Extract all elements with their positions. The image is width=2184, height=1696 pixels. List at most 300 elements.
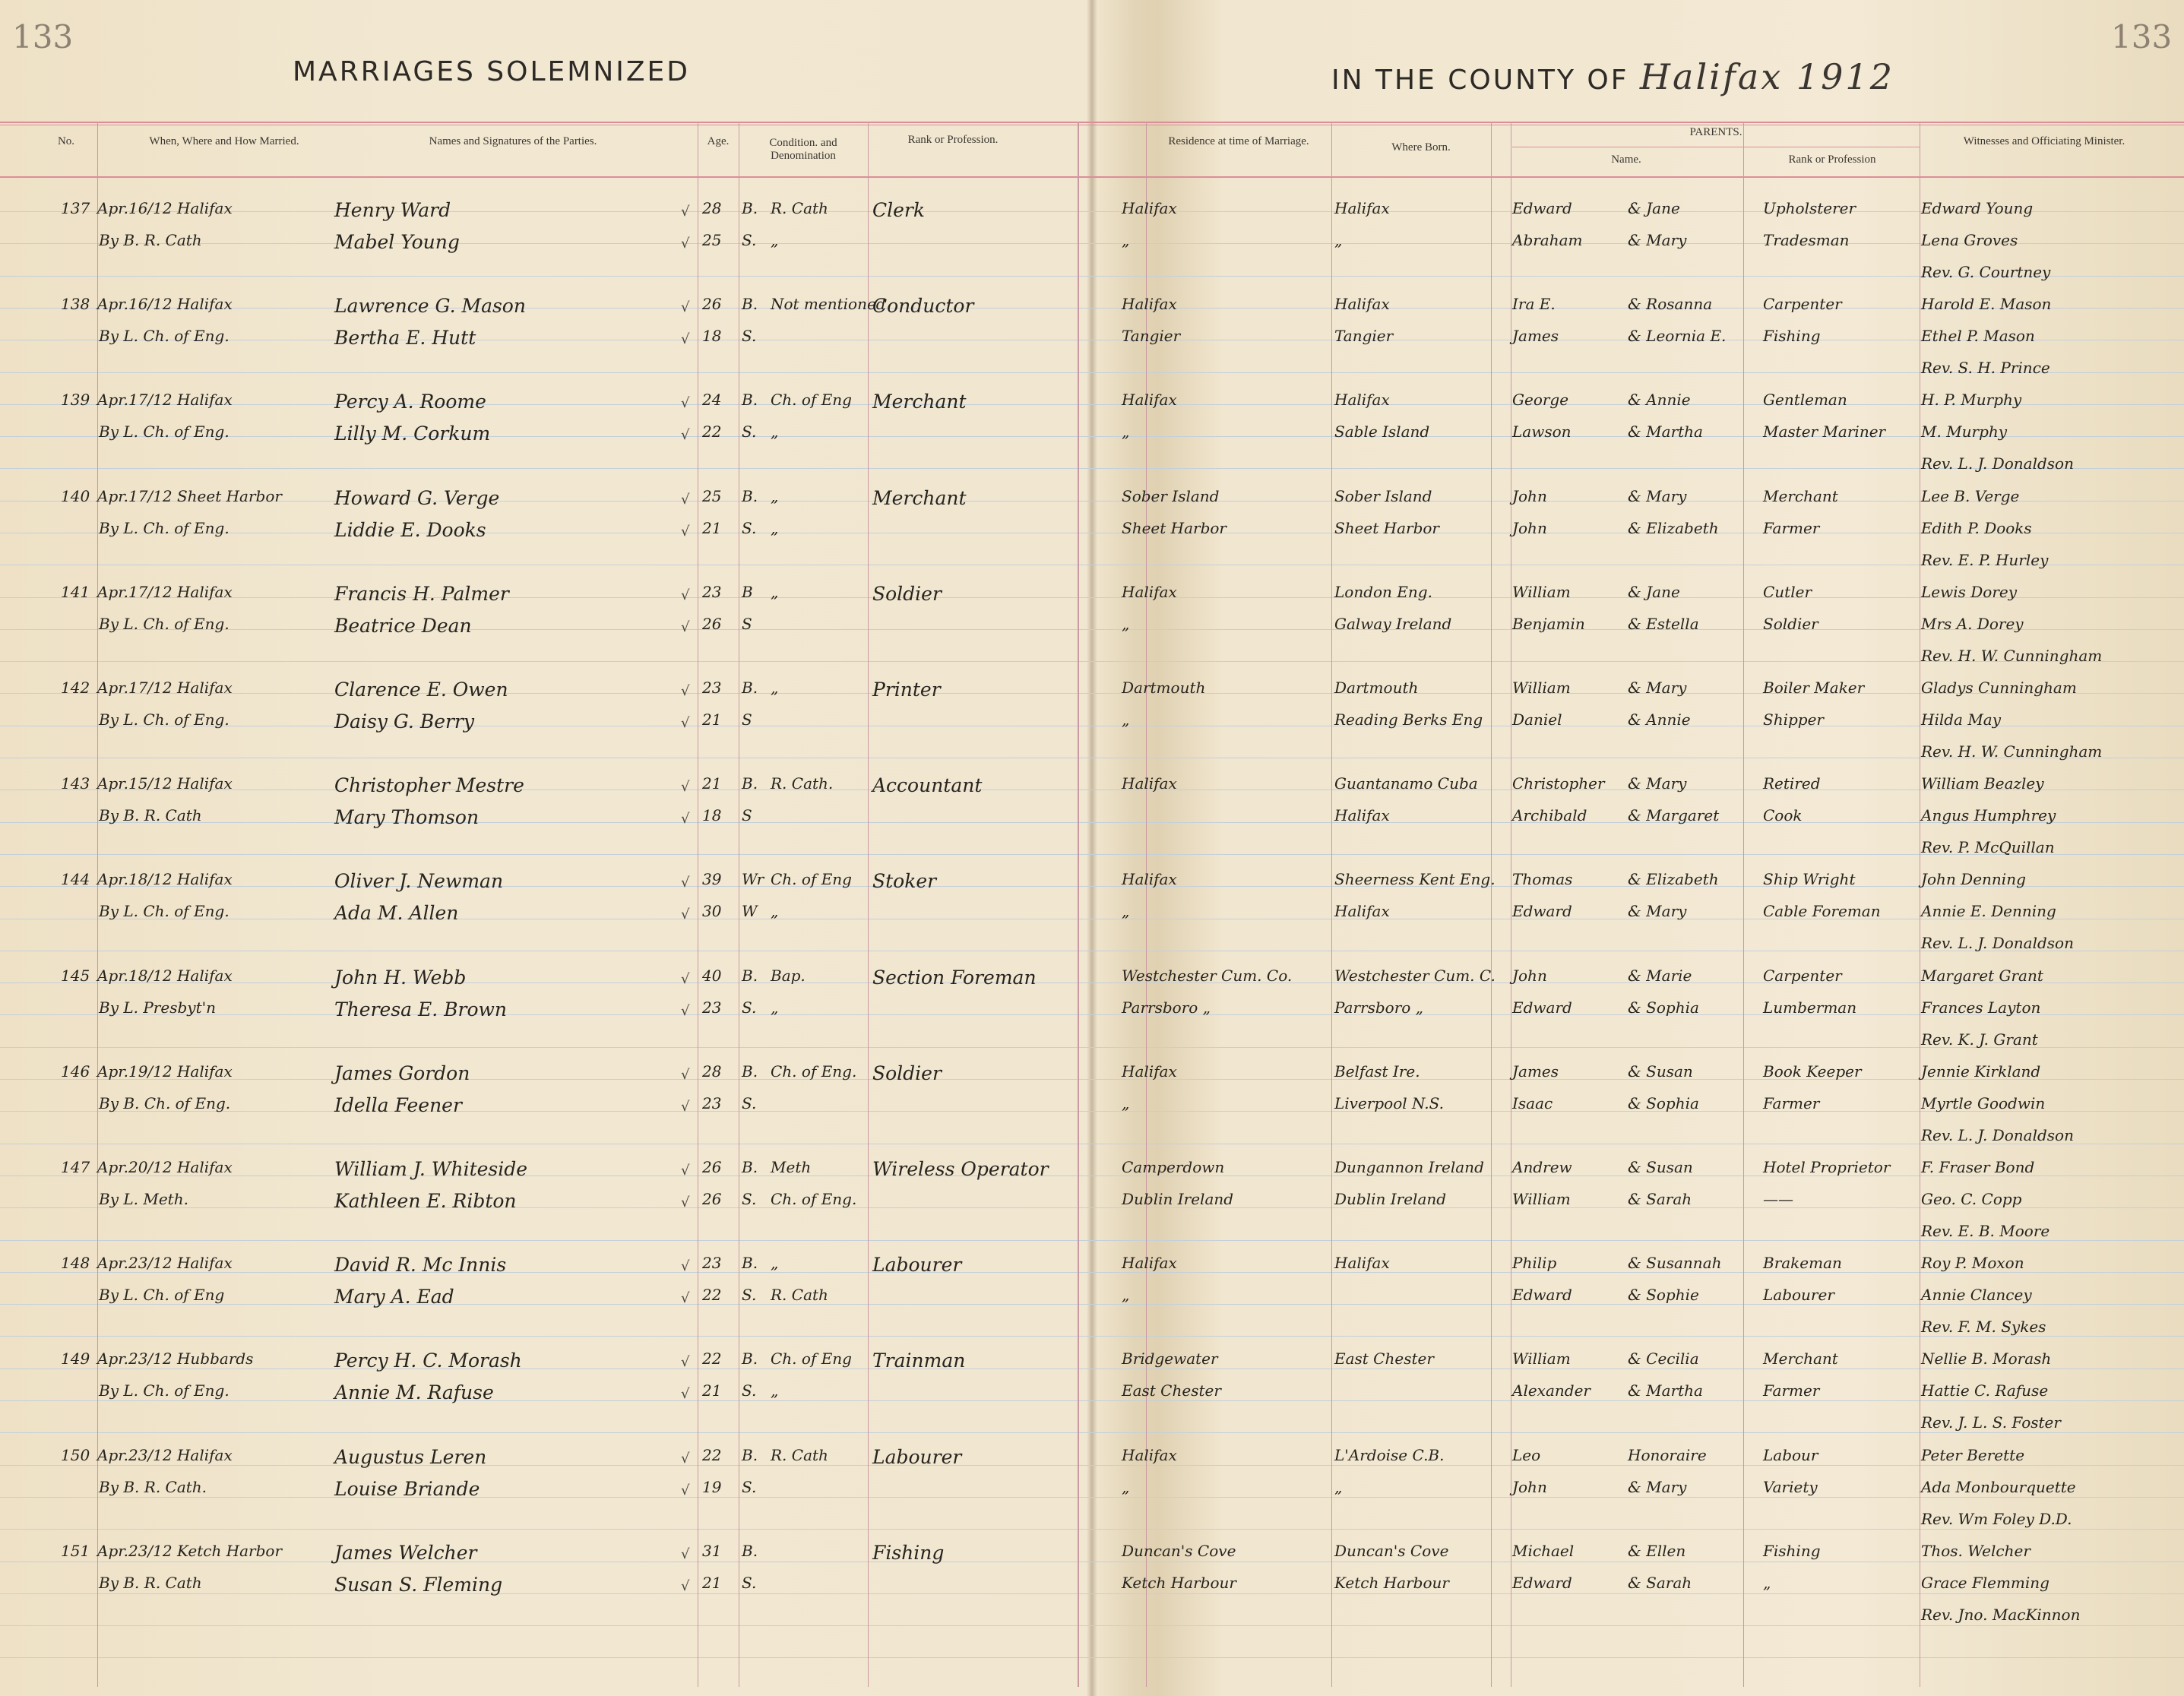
witness-1: Thos. Welcher <box>1921 1541 2030 1560</box>
groom-denomination: R. Cath. <box>771 774 834 793</box>
bride-father-name: John <box>1512 518 1547 537</box>
bride-father-name: James <box>1512 327 1559 346</box>
entry-when: Apr.23/12 Ketch Harbor <box>97 1541 283 1560</box>
groom-mother-name: & Mary <box>1628 774 1687 793</box>
ruled-line <box>0 468 2184 469</box>
entry-when: Apr.16/12 Halifax <box>97 295 233 314</box>
bride-age: 22 <box>702 1286 722 1305</box>
check-mark-icon: √ <box>681 619 690 635</box>
check-mark-icon: √ <box>681 491 690 508</box>
groom-parent-profession: Brakeman <box>1763 1254 1842 1273</box>
groom-birthplace: Dartmouth <box>1334 679 1419 697</box>
officiating-minister: Rev. E. B. Moore <box>1921 1222 2050 1240</box>
bride-age: 22 <box>702 422 722 441</box>
header-witnesses: Witnesses and Officiating Minister. <box>1963 135 2125 147</box>
groom-name: William J. Whiteside <box>334 1158 528 1180</box>
ruled-line <box>0 1432 2184 1433</box>
officiating-minister: Rev. H. W. Cunningham <box>1921 646 2103 665</box>
check-mark-icon: √ <box>681 907 690 923</box>
entry-when: Apr.23/12 Halifax <box>97 1445 233 1464</box>
groom-residence: Halifax <box>1122 870 1177 889</box>
groom-age: 23 <box>702 1254 722 1273</box>
groom-age: 39 <box>702 870 722 889</box>
page-number-right: 133 <box>2111 18 2173 55</box>
check-mark-icon: √ <box>681 299 690 316</box>
officiating-minister: Rev. Wm Foley D.D. <box>1921 1509 2072 1528</box>
groom-condition: B. <box>742 679 758 697</box>
entry-number: 149 <box>61 1350 90 1369</box>
bride-birthplace: Dublin Ireland <box>1334 1190 1447 1208</box>
bride-name: Mabel Young <box>334 231 460 253</box>
bride-residence: „ <box>1122 1477 1130 1496</box>
check-mark-icon: √ <box>681 1066 690 1083</box>
witness-2: Angus Humphrey <box>1921 806 2056 825</box>
witness-1: Jennie Kirkland <box>1921 1062 2041 1081</box>
groom-birthplace: L'Ardoise C.B. <box>1334 1445 1445 1464</box>
groom-father-name: William <box>1512 582 1571 601</box>
ruled-line <box>0 1047 2184 1048</box>
bride-parent-profession: Lumberman <box>1763 998 1857 1017</box>
entry-number: 141 <box>61 582 90 601</box>
bride-parent-profession: Master Mariner <box>1763 422 1886 441</box>
bride-residence: „ <box>1122 710 1130 729</box>
header-age: Age. <box>707 135 730 147</box>
officiating-minister: Rev. S. H. Prince <box>1921 359 2050 378</box>
header-names: Names and Signatures of the Parties. <box>429 135 597 147</box>
groom-name: James Gordon <box>334 1062 470 1084</box>
bride-residence: „ <box>1122 902 1130 921</box>
groom-denomination: „ <box>771 486 779 505</box>
witness-2: M. Murphy <box>1921 422 2008 441</box>
witness-1: William Beazley <box>1921 774 2044 793</box>
groom-condition: B. <box>742 774 758 793</box>
ruled-line <box>0 1111 2184 1112</box>
witness-2: Hilda May <box>1921 710 2002 729</box>
check-mark-icon: √ <box>681 875 690 891</box>
groom-denomination: „ <box>771 582 779 601</box>
groom-birthplace: Sheerness Kent Eng. <box>1334 870 1496 889</box>
groom-age: 23 <box>702 679 722 697</box>
groom-parent-profession: Boiler Maker <box>1763 679 1865 697</box>
groom-mother-name: & Jane <box>1628 199 1680 217</box>
bride-mother-name: & Sarah <box>1628 1190 1692 1208</box>
entry-when: Apr.16/12 Halifax <box>97 199 233 217</box>
entry-number: 148 <box>61 1254 90 1273</box>
groom-father-name: William <box>1512 679 1571 697</box>
entry-when: Apr.18/12 Halifax <box>97 870 233 889</box>
groom-parent-profession: Gentleman <box>1763 391 1847 410</box>
groom-age: 40 <box>702 966 722 985</box>
groom-denomination: „ <box>771 679 779 697</box>
witness-1: Harold E. Mason <box>1921 295 2052 314</box>
check-mark-icon: √ <box>681 236 690 252</box>
groom-residence: Halifax <box>1122 774 1177 793</box>
entry-number: 139 <box>61 391 90 410</box>
witness-2: Ethel P. Mason <box>1921 327 2035 346</box>
bride-father-name: Archibald <box>1512 806 1587 825</box>
bride-name: Liddie E. Dooks <box>334 518 486 541</box>
ruled-line <box>0 597 2184 598</box>
bride-birthplace: Sable Island <box>1334 422 1430 441</box>
header-parents: PARENTS. <box>1689 126 1742 138</box>
groom-profession: Fishing <box>872 1541 945 1564</box>
entry-number: 144 <box>61 870 90 889</box>
bride-father-name: Benjamin <box>1512 614 1585 633</box>
bride-residence: Ketch Harbour <box>1122 1573 1236 1592</box>
officiating-minister: Rev. L. J. Donaldson <box>1921 454 2074 473</box>
groom-denomination: Ch. of Eng <box>771 391 852 410</box>
entry-how: By B. R. Cath <box>99 231 202 249</box>
bride-age: 21 <box>702 710 722 729</box>
ruled-line <box>0 822 2184 823</box>
bride-condition: S. <box>742 518 757 537</box>
groom-birthplace: Guantanamo Cuba <box>1334 774 1478 793</box>
entry-how: By B. Ch. of Eng. <box>99 1093 231 1112</box>
groom-birthplace: East Chester <box>1334 1350 1434 1369</box>
ruled-line <box>0 243 2184 244</box>
bride-condition: S <box>742 614 752 633</box>
groom-residence: Bridgewater <box>1122 1350 1218 1369</box>
bride-residence: East Chester <box>1122 1381 1221 1400</box>
groom-profession: Section Foreman <box>872 966 1037 989</box>
bride-condition: S. <box>742 1190 757 1208</box>
bride-mother-name: & Margaret <box>1628 806 1720 825</box>
groom-mother-name: & Jane <box>1628 582 1680 601</box>
groom-condition: B. <box>742 1541 758 1560</box>
bride-age: 18 <box>702 806 722 825</box>
entry-when: Apr.20/12 Halifax <box>97 1158 233 1176</box>
ruled-line <box>0 661 2184 662</box>
groom-residence: Halifax <box>1122 582 1177 601</box>
groom-age: 28 <box>702 199 722 217</box>
ruled-line <box>0 629 2184 630</box>
bride-father-name: Alexander <box>1512 1381 1591 1400</box>
bride-birthplace: Reading Berks Eng <box>1334 710 1483 729</box>
groom-condition: B. <box>742 1062 758 1081</box>
bride-age: 21 <box>702 518 722 537</box>
header-condition: Condition. and Denomination <box>769 137 837 162</box>
groom-denomination: „ <box>771 1254 779 1273</box>
check-mark-icon: √ <box>681 1163 690 1179</box>
bride-name: Daisy G. Berry <box>334 710 475 733</box>
bride-father-name: Edward <box>1512 1286 1572 1305</box>
groom-name: Oliver J. Newman <box>334 870 504 893</box>
header-parents-rank: Rank or Profession <box>1788 153 1876 166</box>
column-rule <box>1331 122 1332 1687</box>
groom-birthplace: Dungannon Ireland <box>1334 1158 1484 1176</box>
groom-residence: Dartmouth <box>1122 679 1206 697</box>
bride-condition: S. <box>742 327 757 346</box>
bride-age: 25 <box>702 231 722 249</box>
groom-parent-profession: Merchant <box>1763 1350 1838 1369</box>
witness-2: Annie Clancey <box>1921 1286 2032 1305</box>
groom-name: Francis H. Palmer <box>334 582 509 605</box>
bride-name: Lilly M. Corkum <box>334 422 491 445</box>
entry-number: 140 <box>61 486 90 505</box>
bride-age: 21 <box>702 1573 722 1592</box>
groom-name: John H. Webb <box>334 966 467 989</box>
header-rank: Rank or Profession. <box>907 134 999 146</box>
bride-parent-profession: Farmer <box>1763 1381 1820 1400</box>
groom-mother-name: & Mary <box>1628 486 1687 505</box>
bride-age: 30 <box>702 902 722 921</box>
entry-when: Apr.17/12 Sheet Harbor <box>97 486 282 505</box>
bride-parent-profession: Tradesman <box>1763 231 1850 249</box>
bride-denomination: „ <box>771 518 779 537</box>
ruled-line <box>0 886 2184 887</box>
entry-how: By B. R. Cath <box>99 1573 202 1592</box>
officiating-minister: Rev. F. M. Sykes <box>1921 1318 2046 1337</box>
groom-profession: Merchant <box>872 486 967 509</box>
bride-condition: S. <box>742 1573 757 1592</box>
bride-birthplace: „ <box>1334 1477 1343 1496</box>
groom-condition: B. <box>742 199 758 217</box>
bride-residence: Sheet Harbor <box>1122 518 1227 537</box>
bride-father-name: Edward <box>1512 1573 1572 1592</box>
bride-condition: S. <box>742 422 757 441</box>
header-parents-name: Name. <box>1611 153 1641 166</box>
witness-1: Gladys Cunningham <box>1921 679 2077 697</box>
check-mark-icon: √ <box>681 1002 690 1019</box>
check-mark-icon: √ <box>681 1482 690 1498</box>
bride-birthplace: Halifax <box>1334 806 1390 825</box>
witness-2: Mrs A. Dorey <box>1921 614 2024 633</box>
entry-number: 150 <box>61 1445 90 1464</box>
bride-denomination: „ <box>771 231 779 249</box>
bride-mother-name: & Martha <box>1628 1381 1703 1400</box>
bride-residence: „ <box>1122 614 1130 633</box>
bride-parent-profession: Shipper <box>1763 710 1824 729</box>
groom-mother-name: & Marie <box>1628 966 1692 985</box>
groom-denomination: Meth <box>771 1158 812 1176</box>
title-right-text: IN THE COUNTY OF <box>1331 65 1629 96</box>
groom-father-name: Leo <box>1512 1445 1541 1464</box>
groom-residence: Camperdown <box>1122 1158 1225 1176</box>
witness-2: Lena Groves <box>1921 231 2018 249</box>
groom-profession: Labourer <box>872 1254 962 1277</box>
bride-name: Susan S. Fleming <box>334 1573 503 1596</box>
groom-age: 21 <box>702 774 722 793</box>
entry-how: By L. Ch. of Eng. <box>99 710 229 729</box>
groom-mother-name: & Mary <box>1628 679 1687 697</box>
entry-how: By L. Ch. of Eng. <box>99 518 229 537</box>
groom-profession: Trainman <box>872 1350 966 1372</box>
groom-condition: B. <box>742 1445 758 1464</box>
entry-number: 142 <box>61 679 90 697</box>
entry-number: 143 <box>61 774 90 793</box>
ruled-line <box>0 1336 2184 1337</box>
groom-birthplace: Belfast Ire. <box>1334 1062 1420 1081</box>
check-mark-icon: √ <box>681 970 690 987</box>
bride-condition: S. <box>742 1477 757 1496</box>
groom-birthplace: Sober Island <box>1334 486 1432 505</box>
groom-name: Percy H. C. Morash <box>334 1350 522 1372</box>
entry-number: 151 <box>61 1541 90 1560</box>
groom-residence: Halifax <box>1122 1445 1177 1464</box>
groom-profession: Stoker <box>872 870 937 893</box>
column-rule <box>868 122 869 1687</box>
bride-father-name: Lawson <box>1512 422 1572 441</box>
bride-mother-name: & Sophia <box>1628 998 1699 1017</box>
groom-parent-profession: Merchant <box>1763 486 1838 505</box>
groom-residence: Westchester Cum. Co. <box>1122 966 1293 985</box>
groom-condition: B. <box>742 966 758 985</box>
groom-residence: Halifax <box>1122 1062 1177 1081</box>
groom-age: 26 <box>702 1158 722 1176</box>
header-born: Where Born. <box>1391 141 1451 153</box>
bride-parent-profession: Cable Foreman <box>1763 902 1881 921</box>
check-mark-icon: √ <box>681 523 690 539</box>
ruled-line <box>0 1240 2184 1241</box>
entry-when: Apr.17/12 Halifax <box>97 582 233 601</box>
groom-age: 23 <box>702 582 722 601</box>
officiating-minister: Rev. L. J. Donaldson <box>1921 934 2074 953</box>
bride-parent-profession: „ <box>1763 1573 1771 1592</box>
entry-number: 137 <box>61 199 90 217</box>
entry-how: By B. R. Cath. <box>99 1477 207 1496</box>
bride-name: Beatrice Dean <box>334 614 472 637</box>
groom-name: Augustus Leren <box>334 1445 487 1468</box>
groom-father-name: George <box>1512 391 1569 410</box>
witness-2: Frances Layton <box>1921 998 2041 1017</box>
groom-birthplace: Halifax <box>1334 199 1390 217</box>
witness-2: Grace Flemming <box>1921 1573 2049 1592</box>
groom-name: Henry Ward <box>334 199 451 221</box>
witness-1: Lewis Dorey <box>1921 582 2018 601</box>
bride-condition: S <box>742 806 752 825</box>
groom-birthplace: Halifax <box>1334 1254 1390 1273</box>
groom-age: 26 <box>702 295 722 314</box>
bride-name: Bertha E. Hutt <box>334 327 476 350</box>
ruled-line <box>0 1465 2184 1466</box>
groom-name: Lawrence G. Mason <box>334 295 526 318</box>
ruled-line <box>0 211 2184 212</box>
left-page-edge-rule <box>1078 122 1079 1687</box>
bride-father-name: Daniel <box>1512 710 1562 729</box>
bride-mother-name: & Sophia <box>1628 1093 1699 1112</box>
groom-residence: Sober Island <box>1122 486 1220 505</box>
bride-age: 26 <box>702 614 722 633</box>
groom-parent-profession: Book Keeper <box>1763 1062 1862 1081</box>
bride-father-name: Abraham <box>1512 231 1583 249</box>
check-mark-icon: √ <box>681 204 690 220</box>
bride-parent-profession: —— <box>1763 1190 1793 1208</box>
witness-1: Edward Young <box>1921 199 2034 217</box>
bride-name: Ada M. Allen <box>334 902 459 925</box>
witness-1: Lee B. Verge <box>1921 486 2020 505</box>
bride-age: 23 <box>702 1093 722 1112</box>
ruled-line <box>0 501 2184 502</box>
groom-profession: Soldier <box>872 1062 942 1084</box>
header-bottom-rule <box>0 176 2184 178</box>
check-mark-icon: √ <box>681 811 690 827</box>
bride-mother-name: & Sarah <box>1628 1573 1692 1592</box>
officiating-minister: Rev. H. W. Cunningham <box>1921 742 2103 761</box>
check-mark-icon: √ <box>681 1194 690 1210</box>
groom-mother-name: & Rosanna <box>1628 295 1713 314</box>
groom-parent-profession: Upholsterer <box>1763 199 1856 217</box>
ruled-line <box>0 1272 2184 1273</box>
entry-how: By L. Ch. of Eng. <box>99 1381 229 1400</box>
groom-residence: Duncan's Cove <box>1122 1541 1236 1560</box>
ruled-line <box>0 982 2184 983</box>
entry-how: By L. Presbyt'n <box>99 998 216 1017</box>
bride-residence: Parrsboro „ <box>1122 998 1211 1017</box>
check-mark-icon: √ <box>681 1450 690 1467</box>
entry-when: Apr.18/12 Halifax <box>97 966 233 985</box>
groom-condition: B. <box>742 1158 758 1176</box>
groom-profession: Merchant <box>872 391 967 413</box>
groom-profession: Accountant <box>872 774 983 797</box>
header-top-rule <box>0 122 2184 123</box>
ruled-line <box>0 1593 2184 1594</box>
groom-condition: B. <box>742 1254 758 1273</box>
check-mark-icon: √ <box>681 1098 690 1115</box>
check-mark-icon: √ <box>681 587 690 603</box>
column-rule <box>1491 122 1492 1687</box>
bride-name: Mary Thomson <box>334 806 480 829</box>
groom-father-name: Edward <box>1512 199 1572 217</box>
entry-how: By B. R. Cath <box>99 806 202 825</box>
bride-denomination: Ch. of Eng. <box>771 1190 857 1208</box>
groom-father-name: Ira E. <box>1512 295 1556 314</box>
header-no: No. <box>57 135 75 147</box>
bride-age: 19 <box>702 1477 722 1496</box>
check-mark-icon: √ <box>681 1258 690 1275</box>
groom-profession: Printer <box>872 679 941 701</box>
title-right <box>1331 56 1894 97</box>
groom-denomination: R. Cath <box>771 1445 828 1464</box>
entry-when: Apr.17/12 Halifax <box>97 391 233 410</box>
entry-when: Apr.17/12 Halifax <box>97 679 233 697</box>
bride-parent-profession: Variety <box>1763 1477 1818 1496</box>
ruled-line <box>0 854 2184 855</box>
groom-mother-name: Honoraire <box>1628 1445 1707 1464</box>
header-residence: Residence at time of Marriage. <box>1168 135 1309 147</box>
bride-denomination: „ <box>771 998 779 1017</box>
groom-profession: Soldier <box>872 582 942 605</box>
groom-age: 24 <box>702 391 722 410</box>
officiating-minister: Rev. Jno. MacKinnon <box>1921 1605 2081 1624</box>
bride-parent-profession: Farmer <box>1763 518 1820 537</box>
book-gutter <box>1087 0 1097 1696</box>
bride-father-name: John <box>1512 1477 1547 1496</box>
ruled-line <box>0 308 2184 309</box>
bride-residence: Dublin Ireland <box>1122 1190 1234 1208</box>
entry-number: 145 <box>61 966 90 985</box>
entry-when: Apr.23/12 Halifax <box>97 1254 233 1273</box>
bride-birthplace: Sheet Harbor <box>1334 518 1439 537</box>
bride-residence: „ <box>1122 231 1130 249</box>
bride-name: Kathleen E. Ribton <box>334 1190 517 1212</box>
groom-name: Christopher Mestre <box>334 774 524 797</box>
entry-number: 146 <box>61 1062 90 1081</box>
bride-parent-profession: Fishing <box>1763 327 1821 346</box>
bride-mother-name: & Leornia E. <box>1628 327 1727 346</box>
witness-2: Ada Monbourquette <box>1921 1477 2076 1496</box>
groom-mother-name: & Annie <box>1628 391 1691 410</box>
witness-1: John Denning <box>1921 870 2026 889</box>
bride-condition: S. <box>742 1286 757 1305</box>
groom-denomination: Ch. of Eng. <box>771 1062 857 1081</box>
witness-2: Myrtle Goodwin <box>1921 1093 2046 1112</box>
bride-parent-profession: Cook <box>1763 806 1803 825</box>
bride-birthplace: Halifax <box>1334 902 1390 921</box>
groom-birthplace: Westchester Cum. C. <box>1334 966 1496 985</box>
groom-residence: Halifax <box>1122 1254 1177 1273</box>
groom-residence: Halifax <box>1122 199 1177 217</box>
groom-parent-profession: Fishing <box>1763 1541 1821 1560</box>
